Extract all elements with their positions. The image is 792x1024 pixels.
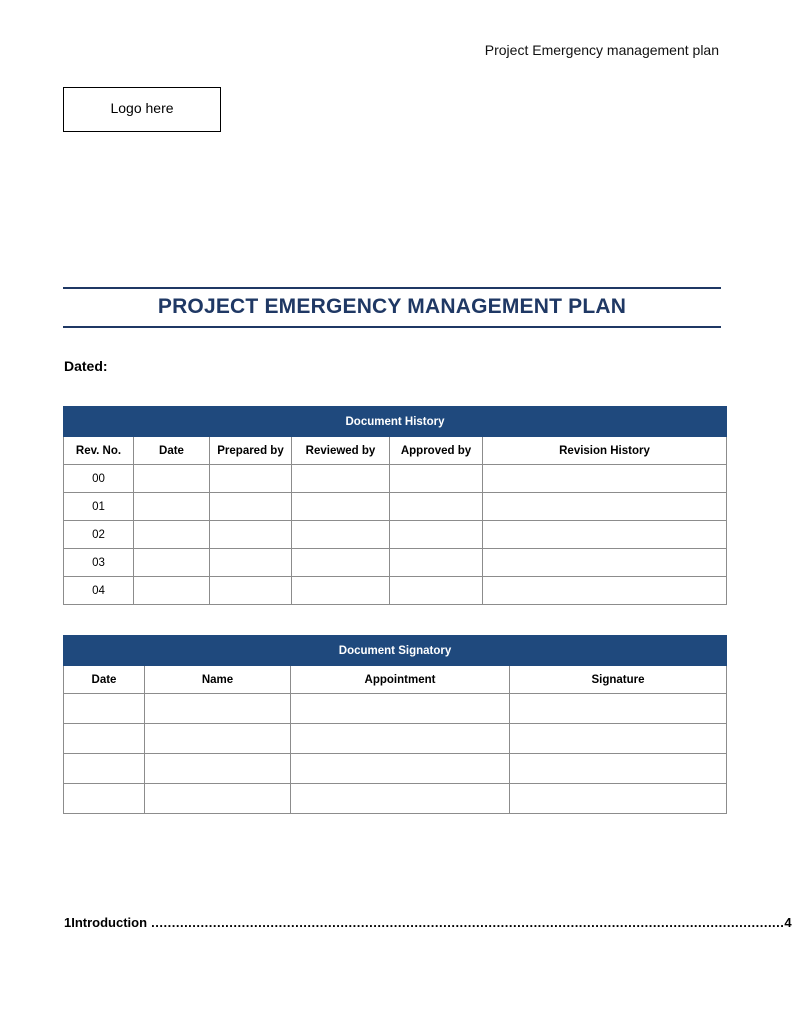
history-table-cell[interactable] bbox=[483, 549, 727, 577]
toc-entry-number: 1 bbox=[64, 915, 72, 930]
logo-placeholder bbox=[63, 87, 221, 132]
history-table-title: Document History bbox=[64, 407, 727, 437]
signatory-table-cell[interactable] bbox=[64, 754, 145, 784]
running-header: Project Emergency management plan bbox=[484, 42, 719, 58]
history-table-cell[interactable] bbox=[483, 521, 727, 549]
history-table-cell[interactable] bbox=[390, 549, 483, 577]
history-table-cell[interactable] bbox=[292, 465, 390, 493]
history-col-date: Date bbox=[134, 437, 210, 465]
toc-entry-page: 4 bbox=[784, 915, 792, 930]
history-col-approved: Approved by bbox=[390, 437, 483, 465]
history-table-cell[interactable]: 01 bbox=[64, 493, 134, 521]
history-table-row bbox=[64, 521, 727, 549]
document-signatory-table bbox=[63, 635, 727, 814]
signatory-table-cell[interactable] bbox=[64, 724, 145, 754]
history-table-row bbox=[64, 465, 727, 493]
toc-entry-title: Introduction bbox=[71, 915, 148, 930]
history-table-cell[interactable] bbox=[390, 493, 483, 521]
signatory-table-cell[interactable] bbox=[64, 784, 145, 814]
signatory-table-cell[interactable] bbox=[510, 694, 727, 724]
toc-leader-dots: .......................................................................................................................................................... bbox=[147, 915, 785, 930]
signatory-table-cell[interactable] bbox=[510, 724, 727, 754]
history-col-rev: Rev. No. bbox=[64, 437, 134, 465]
signatory-table-row bbox=[64, 784, 727, 814]
history-table-cell[interactable] bbox=[483, 465, 727, 493]
history-table-cell[interactable] bbox=[210, 521, 292, 549]
history-table-cell[interactable] bbox=[390, 521, 483, 549]
history-table-cell[interactable] bbox=[134, 549, 210, 577]
signatory-col-name: Name bbox=[145, 666, 291, 694]
signatory-table-cell[interactable] bbox=[64, 694, 145, 724]
signatory-table-row bbox=[64, 694, 727, 724]
signatory-table-cell[interactable] bbox=[145, 754, 291, 784]
history-table-cell[interactable] bbox=[210, 493, 292, 521]
signatory-col-appointment: Appointment bbox=[291, 666, 510, 694]
signatory-table-cell[interactable] bbox=[291, 694, 510, 724]
signatory-table-cell[interactable] bbox=[510, 754, 727, 784]
toc-entry-introduction[interactable] bbox=[64, 915, 792, 930]
signatory-table-cell[interactable] bbox=[291, 724, 510, 754]
history-table-cell[interactable] bbox=[483, 577, 727, 605]
history-table-cell[interactable] bbox=[210, 465, 292, 493]
history-table-cell[interactable]: 00 bbox=[64, 465, 134, 493]
history-table-cell[interactable]: 04 bbox=[64, 577, 134, 605]
history-table-cell[interactable] bbox=[134, 577, 210, 605]
logo-placeholder-text: Logo here bbox=[110, 100, 174, 116]
history-table-cell[interactable] bbox=[292, 493, 390, 521]
title-rule-top bbox=[63, 287, 721, 289]
history-table-cell[interactable] bbox=[292, 521, 390, 549]
history-table-cell[interactable] bbox=[134, 521, 210, 549]
history-table-row bbox=[64, 577, 727, 605]
history-col-revision: Revision History bbox=[483, 437, 727, 465]
history-table-cell[interactable] bbox=[210, 577, 292, 605]
history-table-cell[interactable] bbox=[390, 465, 483, 493]
document-title: PROJECT EMERGENCY MANAGEMENT PLAN bbox=[157, 295, 627, 318]
signatory-table-row bbox=[64, 754, 727, 784]
history-table-cell[interactable]: 03 bbox=[64, 549, 134, 577]
history-table-cell[interactable] bbox=[483, 493, 727, 521]
history-table-cell[interactable] bbox=[134, 493, 210, 521]
signatory-table-title: Document Signatory bbox=[64, 636, 727, 666]
history-table-cell[interactable] bbox=[210, 549, 292, 577]
title-rule-bottom bbox=[63, 326, 721, 328]
signatory-table-row bbox=[64, 724, 727, 754]
signatory-table-cell[interactable] bbox=[291, 754, 510, 784]
signatory-table-cell[interactable] bbox=[145, 724, 291, 754]
history-table-cell[interactable] bbox=[390, 577, 483, 605]
signatory-table-cell[interactable] bbox=[145, 784, 291, 814]
history-table-cell[interactable]: 02 bbox=[64, 521, 134, 549]
document-history-table bbox=[63, 406, 727, 605]
signatory-table-cell[interactable] bbox=[291, 784, 510, 814]
history-table-row bbox=[64, 493, 727, 521]
history-table-cell[interactable] bbox=[134, 465, 210, 493]
history-col-prepared: Prepared by bbox=[210, 437, 292, 465]
history-table-row bbox=[64, 549, 727, 577]
signatory-col-date: Date bbox=[64, 666, 145, 694]
dated-label: Dated: bbox=[64, 358, 108, 374]
history-table-cell[interactable] bbox=[292, 549, 390, 577]
signatory-table-cell[interactable] bbox=[145, 694, 291, 724]
signatory-table-cell[interactable] bbox=[510, 784, 727, 814]
signatory-col-signature: Signature bbox=[510, 666, 727, 694]
history-col-reviewed: Reviewed by bbox=[292, 437, 390, 465]
history-table-cell[interactable] bbox=[292, 577, 390, 605]
